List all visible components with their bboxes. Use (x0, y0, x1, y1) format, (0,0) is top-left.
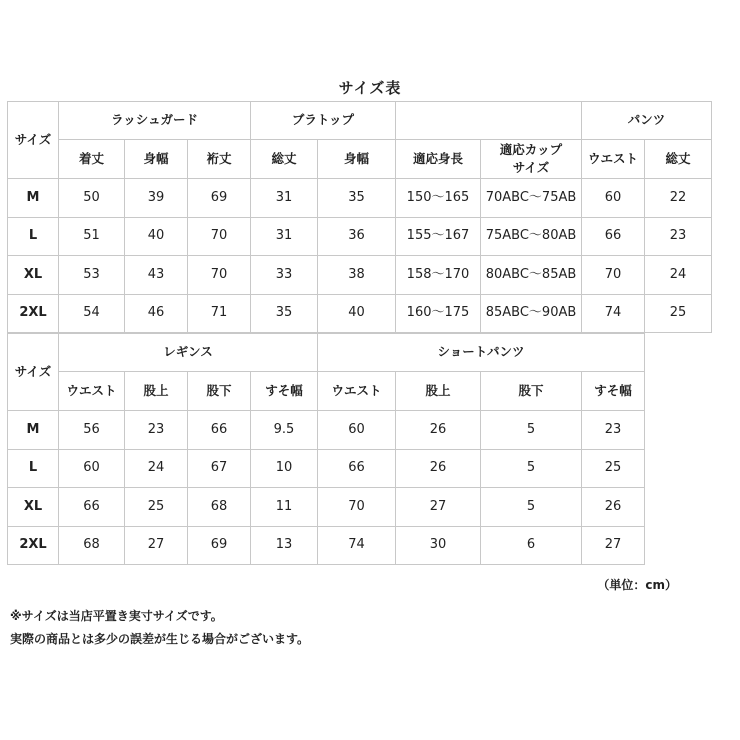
cup-header-line2: サイズ (512, 160, 550, 175)
size-header: サイズ (8, 102, 59, 179)
table-row (8, 488, 712, 527)
value-cell: 22 (645, 179, 712, 218)
value-cell: 66 (318, 450, 396, 488)
value-cell: 43 (125, 256, 188, 295)
value-cell: 26 (396, 450, 481, 488)
unit-label: （単位：cm） (597, 578, 677, 592)
value-cell: 60 (59, 450, 125, 488)
group-header: ブラトップ (251, 102, 396, 140)
value-cell: 35 (318, 179, 396, 218)
value-cell: 11 (251, 488, 318, 527)
value-cell: 6 (481, 527, 582, 565)
value-cell: 71 (188, 295, 251, 333)
column-header: 股上 (125, 372, 188, 411)
value-cell: 50 (59, 179, 125, 218)
value-cell: 24 (125, 450, 188, 488)
column-header: ウエスト (318, 372, 396, 411)
group-header: ショートパンツ (318, 334, 645, 372)
size-table-bottom (7, 333, 712, 565)
column-header: 裄丈 (188, 140, 251, 179)
size-cell: 2XL (8, 527, 59, 565)
note-line-2: 実際の商品とは多少の誤差が生じる場合がございます。 (10, 632, 310, 646)
value-cell: 36 (318, 218, 396, 256)
value-cell: 67 (188, 450, 251, 488)
value-cell: 27 (125, 527, 188, 565)
value-cell: 51 (59, 218, 125, 256)
column-header: 股下 (481, 372, 582, 411)
table-row (8, 218, 712, 256)
value-cell: 33 (251, 256, 318, 295)
column-header: 適応身長 (396, 140, 481, 179)
value-cell: 5 (481, 411, 582, 450)
column-header: ウエスト (59, 372, 125, 411)
value-cell: 85ABC～90AB (481, 295, 582, 333)
value-cell: 23 (125, 411, 188, 450)
value-cell: 27 (582, 527, 645, 565)
value-cell: 53 (59, 256, 125, 295)
table-row (8, 179, 712, 218)
value-cell: 46 (125, 295, 188, 333)
value-cell: 25 (125, 488, 188, 527)
column-header: ウエスト (582, 140, 645, 179)
value-cell: 70ABC～75AB (481, 179, 582, 218)
value-cell: 69 (188, 179, 251, 218)
value-cell: 23 (582, 411, 645, 450)
column-header: 身幅 (318, 140, 396, 179)
value-cell: 30 (396, 527, 481, 565)
value-cell: 155～167 (396, 218, 481, 256)
value-cell: 56 (59, 411, 125, 450)
value-cell: 69 (188, 527, 251, 565)
value-cell: 31 (251, 218, 318, 256)
value-cell: 158～170 (396, 256, 481, 295)
column-header: 股下 (188, 372, 251, 411)
value-cell: 54 (59, 295, 125, 333)
value-cell: 70 (188, 256, 251, 295)
value-cell: 66 (188, 411, 251, 450)
group-header (396, 102, 582, 140)
value-cell: 27 (396, 488, 481, 527)
value-cell: 74 (582, 295, 645, 333)
column-header: 着丈 (59, 140, 125, 179)
cup-header-line1: 適応カップ (499, 141, 563, 157)
size-header: サイズ (8, 334, 59, 411)
size-cell: M (8, 179, 59, 218)
column-header: 股上 (396, 372, 481, 411)
value-cell: 68 (59, 527, 125, 565)
group-header: パンツ (582, 102, 712, 140)
note-line-1: ※サイズは当店平置き実寸サイズです。 (10, 609, 223, 623)
value-cell: 25 (582, 450, 645, 488)
value-cell: 5 (481, 488, 582, 527)
value-cell: 31 (251, 179, 318, 218)
table-row (8, 411, 712, 450)
size-cell: M (8, 411, 59, 450)
value-cell: 13 (251, 527, 318, 565)
size-cell: L (8, 218, 59, 256)
column-header: すそ幅 (251, 372, 318, 411)
value-cell: 68 (188, 488, 251, 527)
value-cell: 66 (59, 488, 125, 527)
column-header: すそ幅 (582, 372, 645, 411)
column-header (481, 140, 582, 179)
table-row (8, 450, 712, 488)
value-cell: 10 (251, 450, 318, 488)
table-row (8, 527, 712, 565)
page-title: サイズ表 (338, 79, 402, 97)
column-header: 総丈 (251, 140, 318, 179)
value-cell: 40 (318, 295, 396, 333)
size-cell: XL (8, 488, 59, 527)
value-cell: 25 (645, 295, 712, 333)
value-cell: 39 (125, 179, 188, 218)
value-cell: 160～175 (396, 295, 481, 333)
value-cell: 66 (582, 218, 645, 256)
size-cell: L (8, 450, 59, 488)
value-cell: 5 (481, 450, 582, 488)
group-header: レギンス (59, 334, 318, 372)
size-cell: 2XL (8, 295, 59, 333)
value-cell: 40 (125, 218, 188, 256)
value-cell: 60 (582, 179, 645, 218)
empty-area (645, 334, 712, 565)
value-cell: 23 (645, 218, 712, 256)
value-cell: 70 (188, 218, 251, 256)
size-cell: XL (8, 256, 59, 295)
table-row (8, 256, 712, 295)
size-table-top (7, 101, 712, 333)
value-cell: 35 (251, 295, 318, 333)
value-cell: 26 (582, 488, 645, 527)
group-header: ラッシュガード (59, 102, 251, 140)
column-header: 総丈 (645, 140, 712, 179)
value-cell: 74 (318, 527, 396, 565)
value-cell: 75ABC～80AB (481, 218, 582, 256)
value-cell: 70 (582, 256, 645, 295)
value-cell: 70 (318, 488, 396, 527)
column-header: 身幅 (125, 140, 188, 179)
value-cell: 24 (645, 256, 712, 295)
table-row (8, 295, 712, 333)
value-cell: 9.5 (251, 411, 318, 450)
value-cell: 60 (318, 411, 396, 450)
value-cell: 80ABC～85AB (481, 256, 582, 295)
value-cell: 38 (318, 256, 396, 295)
value-cell: 26 (396, 411, 481, 450)
value-cell: 150～165 (396, 179, 481, 218)
